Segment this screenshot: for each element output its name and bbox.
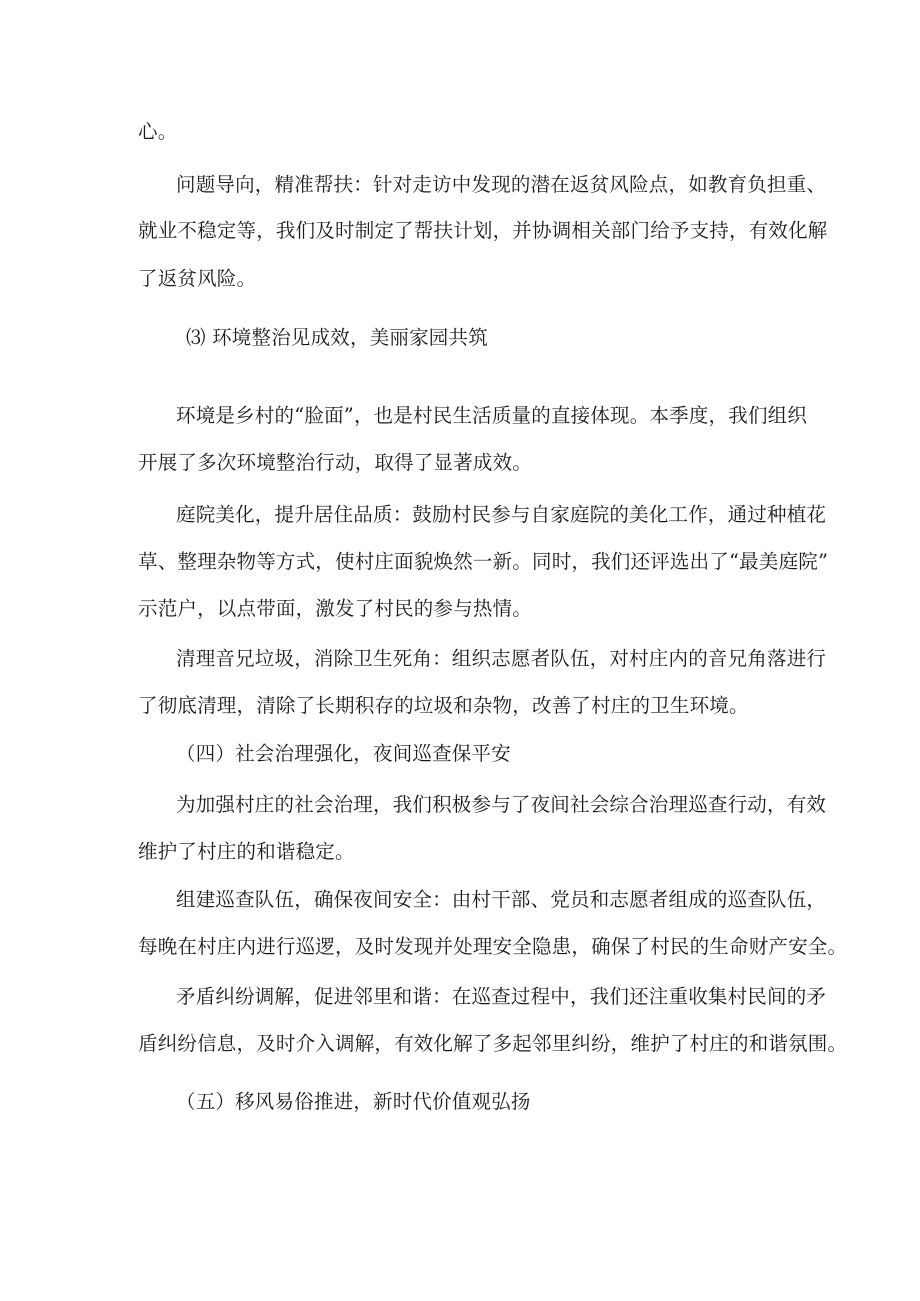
paragraph-line: 组建巡查队伍，确保夜间安全：由村干部、党员和志愿者组成的巡查队伍， [176, 888, 827, 911]
section-heading: （四）社会治理强化，夜间巡查保平安 [176, 742, 511, 765]
paragraph-line: 问题导向，精准帮扶：针对走访中发现的潜在返贫风险点，如教育负担重、 [176, 173, 827, 196]
paragraph-line: 庭院美化，提升居住品质：鼓励村民参与自家庭院的美化工作，通过种植花 [176, 503, 827, 526]
section-heading: （五）移风易俗推进，新时代价值观弘扬 [176, 1090, 531, 1113]
paragraph-line: 示范户，以点带面，激发了村民的参与热情。 [138, 597, 533, 620]
paragraph-line: 开展了多次环境整治行动，取得了显著成效。 [138, 451, 533, 474]
paragraph-line: 每晚在村庄内进行巡逻，及时发现并处理安全隐患，确保了村民的生命财产安全。 [138, 935, 848, 958]
section-heading: ⑶ 环境整治见成效，美丽家园共筑 [186, 326, 488, 349]
paragraph-line: 了返贫风险。 [138, 267, 257, 290]
paragraph-line: 清理音兄垃圾，消除卫生死角：组织志愿者队伍，对村庄内的音兄角落进行 [176, 647, 827, 670]
paragraph-line: 了彻底清理，清除了长期积存的垃圾和杂物，改善了村庄的卫生环境。 [138, 694, 749, 717]
paragraph-line: 维护了村庄的和谐稳定。 [138, 840, 355, 863]
paragraph-line: 盾纠纷信息，及时介入调解，有效化解了多起邻里纠纷，维护了村庄的和谐氛围。 [138, 1032, 848, 1055]
paragraph-line: 心。 [138, 120, 178, 143]
paragraph-line: 就业不稳定等，我们及时制定了帮扶计划，并协调相关部门给予支持，有效化解 [138, 219, 828, 242]
paragraph-line: 为加强村庄的社会治理，我们积极参与了夜间社会综合治理巡查行动，有效 [176, 793, 827, 816]
paragraph-line: 环境是乡村的“脸面”，也是村民生活质量的直接体现。本季度，我们组织 [176, 404, 808, 427]
paragraph-line: 矛盾纠纷调解，促进邻里和谐：在巡查过程中，我们还注重收集村民间的矛 [176, 985, 827, 1008]
paragraph-line: 草、整理杂物等方式，使村庄面貌焕然一新。同时，我们还评选出了“最美庭院” [138, 550, 829, 573]
